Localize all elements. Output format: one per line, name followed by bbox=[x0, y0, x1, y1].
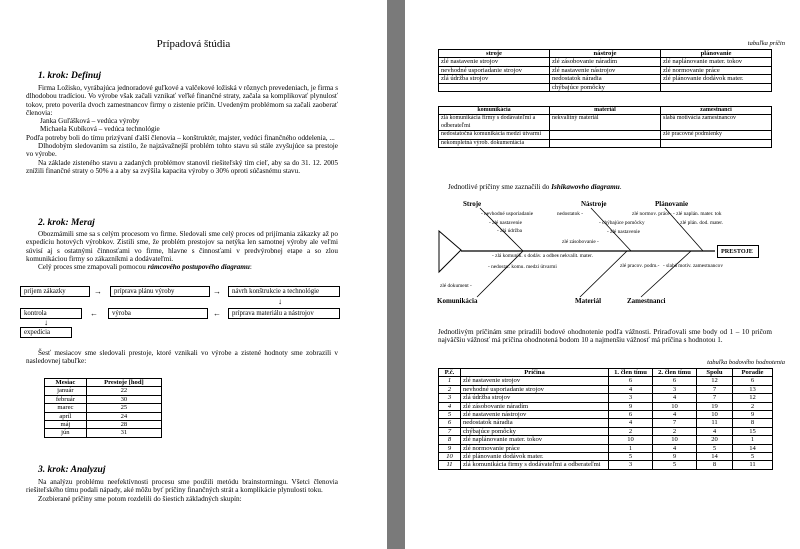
table-cell: zlé nastavenie strojov bbox=[461, 377, 609, 385]
table-cell: 7 bbox=[697, 394, 733, 402]
bone-zamestnanci bbox=[641, 251, 691, 297]
krok3-section bbox=[26, 478, 338, 503]
table-cell: slabá motivácia zamestnancov bbox=[661, 115, 772, 131]
table-cell: 14 bbox=[697, 453, 733, 461]
table-cell: 3 bbox=[609, 394, 653, 402]
table-cell: 24 bbox=[86, 412, 161, 420]
fish-label: zlé pracov. podm.- bbox=[620, 263, 660, 269]
table-cell: 4 bbox=[653, 394, 697, 402]
table-cell: chýbajúce pomôcky bbox=[461, 427, 609, 435]
table-row bbox=[45, 387, 162, 395]
fish-label: - nedostat. komu. medzi útvarmi bbox=[488, 264, 557, 270]
table-header-cell: nástroje bbox=[550, 50, 661, 58]
table-header-cell: Spolu bbox=[697, 369, 733, 377]
table-cell: máj bbox=[45, 421, 87, 429]
table-cell: 9 bbox=[609, 402, 653, 410]
table-row bbox=[439, 427, 773, 435]
table-row bbox=[45, 412, 162, 420]
table-cell: 7 bbox=[697, 385, 733, 393]
table-cell: 25 bbox=[86, 404, 161, 412]
table-cell: 31 bbox=[86, 429, 161, 437]
table-cell: zlé plánovanie dodávok mater. bbox=[461, 453, 609, 461]
table-cell: január bbox=[45, 387, 87, 395]
table-cell: 1 bbox=[439, 377, 461, 385]
table-cell: 15 bbox=[733, 427, 773, 435]
table-header-cell: Prestoje [hod] bbox=[86, 379, 161, 387]
table-cell: 1 bbox=[609, 444, 653, 452]
fish-label: zlé normov. práce- bbox=[632, 211, 672, 217]
table-cell: jún bbox=[45, 429, 87, 437]
flow-step-2: príprava plánu výroby bbox=[110, 286, 210, 297]
page-right bbox=[405, 0, 800, 549]
fish-tail-shape bbox=[439, 231, 461, 272]
arrow-down-icon: ↓ bbox=[44, 318, 48, 327]
table-row bbox=[45, 421, 162, 429]
table-cell: apríl bbox=[45, 412, 87, 420]
effect-box: PRESTOJE bbox=[717, 245, 759, 258]
table-cell: 4 bbox=[609, 419, 653, 427]
table-cell: 9 bbox=[439, 444, 461, 452]
table-header-cell: materiál bbox=[550, 107, 661, 115]
table-cell: 9 bbox=[733, 411, 773, 419]
table-cell: zlá komunikácia firmy s dodávateľmi a odberateľmi bbox=[461, 461, 609, 469]
flow-step-3: návrh konštrukcie a technológie bbox=[228, 286, 340, 297]
cat-planovanie: Plánovanie bbox=[655, 200, 689, 208]
table-cell: 5 bbox=[733, 453, 773, 461]
krok2-paragraph-1: Obozmámili sme sa s celým procesom vo firme. Sledovali sme celý proces od prijímania zákazky až po expedíciu hotových výrobkov. Zistili sme, že problém prestojov sa netýka len samotnej výroby ale veľmi súvisí aj s ostatnými činnosťami vo firme, hlavne s činnosťami v predvýrobnej etape a so zlou komunikáciou firmy so zákazníkmi a dodávateľmi. bbox=[26, 230, 338, 263]
table-cell: 6 bbox=[653, 377, 697, 385]
table-header-cell: 1. člen tímu bbox=[609, 369, 653, 377]
table-cell: 28 bbox=[86, 421, 161, 429]
table-cell: nekompletná výrob. dokumentácia bbox=[439, 139, 550, 147]
table-cell: 30 bbox=[86, 395, 161, 403]
table-cell: 10 bbox=[609, 436, 653, 444]
flow-step-1: príjem zákazky bbox=[20, 286, 90, 297]
table-cell: 6 bbox=[733, 377, 773, 385]
fish-label: - nevhodné usporiadanie bbox=[481, 211, 534, 217]
table-cell: 4 bbox=[653, 444, 697, 452]
table-cell: 11 bbox=[439, 461, 461, 469]
krok3-paragraph-2: Zozbierané príčiny sme potom rozdelili do šiestich základných skupín: bbox=[38, 494, 242, 503]
table-cell: marec bbox=[45, 404, 87, 412]
table-cell: zlá komunikácia firmy s dodávateľmi a odberateľmi bbox=[439, 115, 550, 131]
krok2-heading: 2. krok: Meraj bbox=[38, 218, 95, 228]
downtime-table bbox=[44, 378, 162, 438]
krok1-heading: 1. krok: Definuj bbox=[38, 71, 102, 81]
table-cell: zlé nastavenie nástrojov bbox=[550, 66, 661, 74]
scoring-table bbox=[438, 368, 773, 470]
table-cell: 3 bbox=[439, 394, 461, 402]
member-1: Janka Guľášková – vedúca výroby bbox=[40, 117, 140, 126]
table-cell: 22 bbox=[86, 387, 161, 395]
table-cell: 7 bbox=[439, 427, 461, 435]
table-cell: 5 bbox=[697, 444, 733, 452]
table-header-cell: plánovanie bbox=[661, 50, 772, 58]
table-cell: 3 bbox=[653, 385, 697, 393]
caption-tabulka-pricin: tabuľka príčin bbox=[747, 40, 785, 47]
krok1-section bbox=[26, 84, 338, 175]
table-cell: 10 bbox=[697, 411, 733, 419]
fish-label: zlé zásobovanie - bbox=[562, 239, 599, 245]
table-cell: 11 bbox=[733, 461, 773, 469]
fish-label: - zlé naplán. mater. tok bbox=[673, 211, 722, 217]
caption-tabulka-hodnotenia: tabuľka bodového hodnotenia bbox=[707, 359, 785, 366]
table-row bbox=[439, 444, 773, 452]
table-cell: 4 bbox=[697, 427, 733, 435]
fishbone-intro: Jednotlivé príčiny sme zaznačili do Ishikawovho diagramu. bbox=[448, 183, 622, 191]
table-cell: 5 bbox=[609, 453, 653, 461]
table-cell: zlé naplánovanie mater. tokov bbox=[661, 58, 772, 66]
krok3-paragraph-1: Na analýzu problému neefektívnosti procesu sme použili metódu brainstormingu. Všetci členovia riešiteľského tímu podali nápady, aké môžu byť príčiny finančných strát a komplikácie plynulosti toku. bbox=[26, 478, 338, 495]
table-header-cell: Príčina bbox=[461, 369, 609, 377]
table-cell: zlá údržba strojov bbox=[439, 75, 550, 83]
krok1-paragraph-4: Na základe zisteného stavu a zadaných problémov stanovil riešiteľský tím cieľ, aby sa do 31. 12. 2005 znížili finančné straty o 50% a a aby sa zvýšila kapacita výroby o 30% oproti súčasnému stavu. bbox=[26, 158, 338, 175]
arrow-right-icon: → bbox=[94, 287, 102, 296]
table-row bbox=[45, 429, 162, 437]
table-cell: 1 bbox=[733, 436, 773, 444]
table-cell: 12 bbox=[733, 394, 773, 402]
scoring-paragraph: Jednotlivým príčinám sme priradili bodové ohodnotenie podľa vážnosti. Priraďovali sme body od 1 – 10 pričom najväčšiu vážnosť má príčina ohodnotená bodom 10 a najmenšiu vážnosť má príčina s hodnotou 1. bbox=[438, 328, 772, 345]
table-cell: 6 bbox=[439, 419, 461, 427]
table-cell: 2 bbox=[653, 427, 697, 435]
fish-label: - zlé nastavenie bbox=[489, 220, 522, 226]
table-cell: 2 bbox=[609, 427, 653, 435]
page-left bbox=[0, 0, 387, 549]
fish-label: - nekvalit. mater. bbox=[557, 253, 593, 259]
fish-label: - slabá motiv. zamestnancov bbox=[663, 263, 723, 269]
table-cell: 4 bbox=[653, 411, 697, 419]
arrow-left-icon: ← bbox=[213, 309, 221, 318]
ishikawa-diagram bbox=[405, 0, 800, 320]
table-row bbox=[439, 436, 773, 444]
table-cell: 9 bbox=[653, 453, 697, 461]
table-cell: 5 bbox=[439, 411, 461, 419]
fish-label: zlé dokument - bbox=[440, 283, 472, 289]
table-cell: zlé normovanie práce bbox=[461, 444, 609, 452]
table-cell: 20 bbox=[697, 436, 733, 444]
table-row bbox=[439, 377, 773, 385]
table-cell: nevhodné usporiadanie strojov bbox=[439, 66, 550, 74]
fish-label: - zlé nastavenie bbox=[607, 229, 640, 235]
table-cell: 6 bbox=[609, 411, 653, 419]
arrow-right-icon: → bbox=[213, 287, 221, 296]
table-header-cell: komunikácia bbox=[439, 107, 550, 115]
krok1-paragraph-2: Podľa potreby boli do tímu prizývaní ďalší členovia – konštruktér, majster, vedúci finančného oddelenia, ... bbox=[26, 133, 335, 142]
table-row bbox=[439, 402, 773, 410]
krok1-paragraph-1: Firma Ložisko, vyrábajúca jednoradové guľkové a valčekové ložiská v rôznych prevedeniach, je firma s dlhodobou tradíciou. Vo výrobe však začali vznikať veľké finančné straty, začala sa komplikovať plynulosť tokov, preto poverila dvoch zamestnancov firmy o zistenie príčin. Uvedeným problémom sa začali zaoberať členovia: bbox=[26, 84, 338, 117]
table-cell: zlá údržba strojov bbox=[461, 394, 609, 402]
table-cell: február bbox=[45, 395, 87, 403]
table-cell: zlé plánovanie dodávok mater. bbox=[661, 75, 772, 83]
flow-step-5: výroba bbox=[108, 308, 208, 319]
table-cell: 13 bbox=[733, 385, 773, 393]
table-cell: 19 bbox=[697, 402, 733, 410]
krok2-section bbox=[26, 230, 338, 271]
table-header-cell: Poradie bbox=[733, 369, 773, 377]
table-row bbox=[439, 394, 773, 402]
arrow-left-icon: ← bbox=[90, 309, 98, 318]
table-cell: nedostatočná komunikácia medzi útvarmi bbox=[439, 131, 550, 139]
arrow-down-icon: ↓ bbox=[278, 297, 282, 306]
table-row bbox=[439, 419, 773, 427]
krok2-paragraph-3-wrap bbox=[26, 349, 338, 366]
table-cell: nedostatok náradia bbox=[550, 75, 661, 83]
table-cell: 6 bbox=[609, 377, 653, 385]
table-cell: zlé pracovné podmienky bbox=[661, 131, 772, 139]
table-header-cell: stroje bbox=[439, 50, 550, 58]
table-cell: zlé nastavenie strojov bbox=[439, 58, 550, 66]
flow-step-6: príprava materiálu a nástrojov bbox=[228, 308, 340, 319]
table-row bbox=[439, 411, 773, 419]
table-cell: 3 bbox=[609, 461, 653, 469]
table-row bbox=[45, 404, 162, 412]
table-cell: zlé zásobovanie náradím bbox=[461, 402, 609, 410]
fish-label: - zlá komunik. s dodáv. a odber. bbox=[492, 253, 560, 259]
member-2: Michaela Kubíková – vedúca technológie bbox=[40, 125, 160, 134]
ishikawa-diagram-name: Ishikawovho diagramu bbox=[551, 183, 620, 191]
table-cell: 2 bbox=[733, 402, 773, 410]
table-cell: nekvalitný materiál bbox=[550, 115, 661, 131]
cat-zamestnanci: Zamestnanci bbox=[627, 297, 666, 305]
table-row bbox=[45, 395, 162, 403]
table-cell: 4 bbox=[609, 385, 653, 393]
table-cell: nedostatok náradia bbox=[461, 419, 609, 427]
cat-material: Materiál bbox=[575, 297, 602, 305]
flow-step-4: kontrola bbox=[20, 308, 82, 319]
table-cell: 11 bbox=[697, 419, 733, 427]
table-row bbox=[439, 385, 773, 393]
table-cell: nevhodné usporiadanie strojov bbox=[461, 385, 609, 393]
table-cell: 7 bbox=[653, 419, 697, 427]
table-row bbox=[439, 453, 773, 461]
krok2-paragraph-2: Celý proces sme zmapovali pomocou rámcového postupového diagramu: bbox=[38, 263, 252, 272]
table-header-cell: P.č. bbox=[439, 369, 461, 377]
table-cell: chýbajúce pomôcky bbox=[550, 83, 661, 91]
fish-label: nedostatok - bbox=[557, 211, 584, 217]
table-cell: 8 bbox=[733, 419, 773, 427]
table-cell: zlé nastavenie nástrojov bbox=[461, 411, 609, 419]
cat-stroje: Stroje bbox=[463, 200, 482, 208]
table-cell: 12 bbox=[697, 377, 733, 385]
flow-step-7: expedícia bbox=[20, 327, 72, 338]
diagram-name: rámcového postupového diagramu bbox=[147, 263, 250, 272]
table-cell: 10 bbox=[653, 402, 697, 410]
fish-label: - chýbajúce pomôcky bbox=[599, 220, 645, 226]
table-cell: zlé zásobovanie náradím bbox=[550, 58, 661, 66]
table-cell: 14 bbox=[733, 444, 773, 452]
table-cell: zlé normovanie práce bbox=[661, 66, 772, 74]
cat-komunikacia: Komunikácia bbox=[437, 297, 478, 305]
table-cell: 4 bbox=[439, 402, 461, 410]
table-cell: 10 bbox=[653, 436, 697, 444]
fish-label: - zlá údržba bbox=[497, 228, 522, 234]
table-cell: 10 bbox=[439, 453, 461, 461]
table-cell: 8 bbox=[439, 436, 461, 444]
table-cell: 8 bbox=[697, 461, 733, 469]
table-header-cell: 2. člen tímu bbox=[653, 369, 697, 377]
krok2-paragraph-3: Šesť mesiacov sme sledovali prestoje, ktoré vznikali vo výrobe a zistené hodnoty sme zobrazili v nasledovnej tabuľke: bbox=[26, 349, 338, 366]
page-title: Prípadová štúdia bbox=[156, 38, 231, 50]
table-cell: zlé naplánovanie mater. tokov bbox=[461, 436, 609, 444]
krok1-paragraph-3: Dlhodobým sledovaním sa zistilo, že najzávažnejší problém tohto stavu sú stále zvyšujúce sa prestoje vo výrobe. bbox=[26, 142, 338, 159]
table-header-cell: Mesiac bbox=[45, 379, 87, 387]
fish-label: - zlé plán. dod. mater. bbox=[677, 220, 724, 226]
table-cell: 5 bbox=[653, 461, 697, 469]
table-header-cell: zamestnanci bbox=[661, 107, 772, 115]
table-row bbox=[439, 461, 773, 469]
table-cell: 2 bbox=[439, 385, 461, 393]
cat-nastroje: Nástroje bbox=[581, 200, 607, 208]
krok3-heading: 3. krok: Analyzuj bbox=[38, 465, 106, 475]
